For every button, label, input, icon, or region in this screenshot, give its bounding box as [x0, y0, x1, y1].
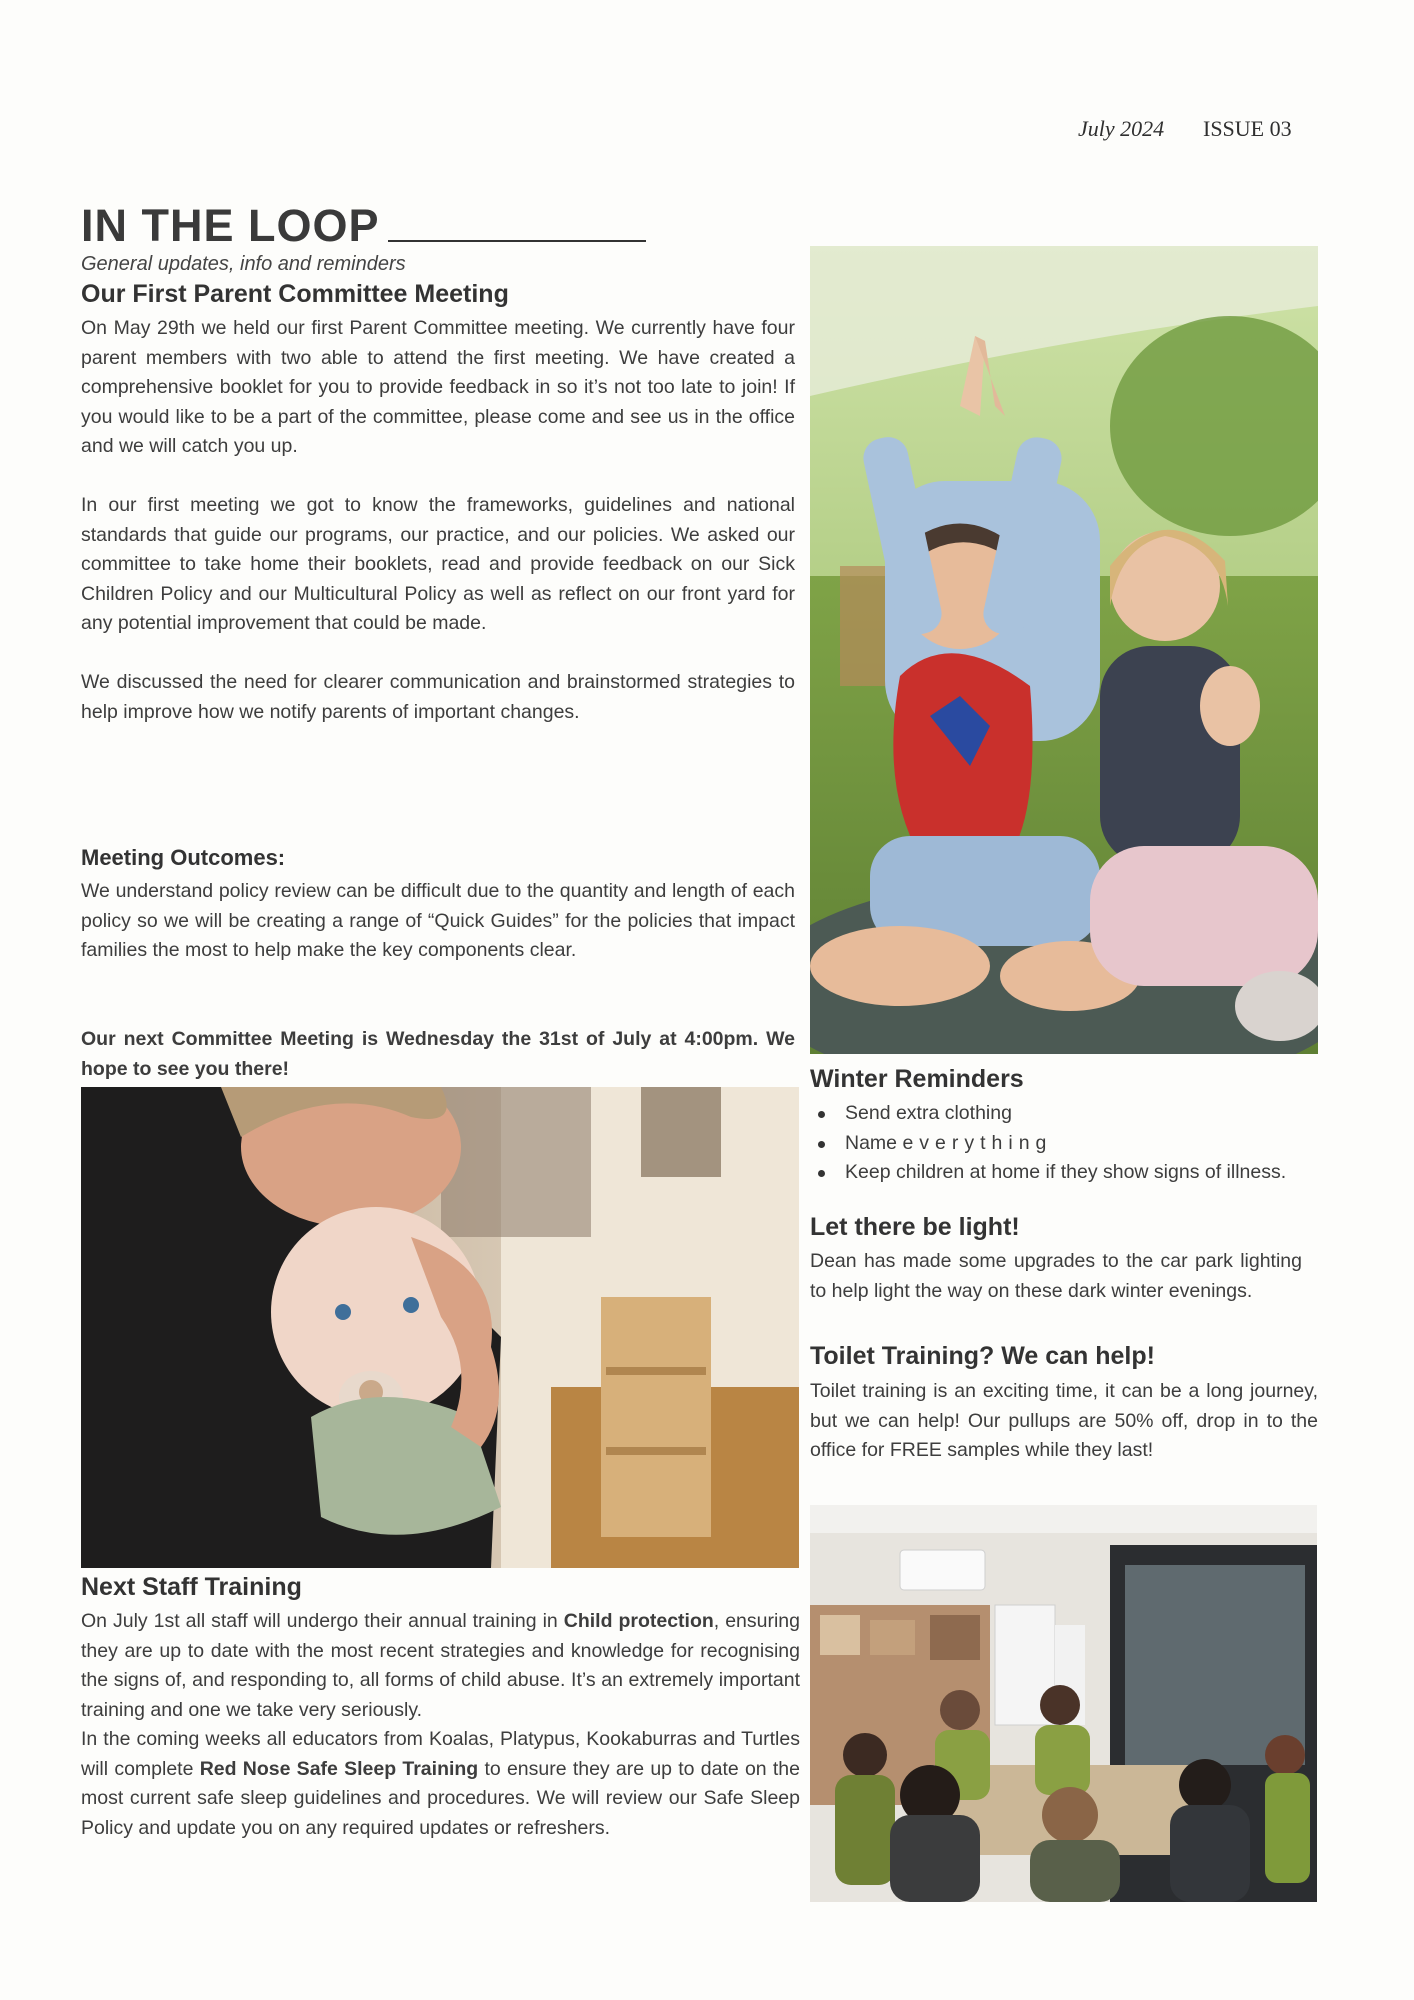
children-yoga-photo — [810, 246, 1318, 1054]
issue-number: ISSUE 03 — [1203, 116, 1292, 141]
list-item — [810, 1129, 1318, 1159]
staff-training-body — [81, 1607, 800, 1843]
everything-spaced: everything — [902, 1131, 1053, 1154]
staff-p2-text-b: to ensure they are up to date on the most current safe sleep guidelines and procedures. We will review our Safe Sleep Policy and update you on any required updates or refreshers. — [81, 1757, 800, 1839]
committee-paragraph-1: On May 29th we held our first Parent Committee meeting. We currently have four parent members with two able to attend the first meeting. We have created a comprehensive booklet for you to provide feedback in so it’s not too late to join! If you would like to be a part of the committee, please come and see us in the office and we will catch you up. — [81, 317, 795, 457]
staff-p2-text-a: In the coming weeks all educators from Koalas, Platypus, Kookaburras and Turtles will complete — [81, 1728, 800, 1780]
staff-training-heading: Next Staff Training — [81, 1573, 302, 1601]
staff-p1-text-a: On July 1st all staff will undergo their annual training in — [81, 1610, 564, 1632]
staff-training-paragraph-2 — [81, 1725, 800, 1843]
staff-training-photo — [810, 1505, 1317, 1902]
name-label: Name — [845, 1131, 903, 1154]
list-item: Keep children at home if they show signs of illness. — [810, 1158, 1318, 1188]
safe-sleep-emphasis: Red Nose Safe Sleep Training — [199, 1757, 479, 1780]
lighting-body: Dean has made some upgrades to the car park lighting to help light the way on these dark winter evenings. — [810, 1250, 1302, 1302]
winter-reminders-list — [810, 1099, 1318, 1188]
staff-p1-text-b: , ensuring they are up to date with the most recent strategies and knowledge for recognising the signs of, and responding to, all forms of child abuse. It’s an extremely important training and one we take very seriously. — [81, 1610, 800, 1721]
masthead-underline — [388, 240, 646, 242]
committee-heading: Our First Parent Committee Meeting — [81, 280, 509, 308]
next-meeting-notice: Our next Committee Meeting is Wednesday the 31st of July at 4:00pm. We hope to see you there! — [81, 1028, 795, 1080]
masthead-tagline: General updates, info and reminders — [81, 253, 406, 275]
winter-reminders-heading: Winter Reminders — [810, 1065, 1024, 1093]
outcomes-heading: Meeting Outcomes: — [81, 845, 286, 870]
toilet-training-body: Toilet training is an exciting time, it can be a long journey, but we can help! Our pullups are 50% off, drop in to the office for FREE samples while they last! — [810, 1380, 1318, 1461]
list-item: Send extra clothing — [810, 1099, 1318, 1129]
masthead-title: IN THE LOOP — [81, 200, 380, 251]
committee-paragraph-3: We discussed the need for clearer communication and brainstormed strategies to help improve how we notify parents of important changes. — [81, 671, 795, 723]
child-protection-emphasis: Child protection — [563, 1610, 714, 1632]
educator-baby-photo — [81, 1087, 799, 1568]
staff-training-paragraph-1 — [81, 1607, 800, 1725]
committee-paragraph-2: In our first meeting we got to know the frameworks, guidelines and national standards that guide our programs, our practice, and our policies. We asked our committee to take home their booklets, read and provide feedback on our Sick Children Policy and our Multicultural Policy as well as reflect on our front yard for any potential improvement that could be made. — [81, 494, 795, 634]
issue-date: July 2024 — [1078, 116, 1165, 141]
outcomes-body: We understand policy review can be difficult due to the quantity and length of each policy so we will be creating a range of “Quick Guides” for the policies that impact families the most to help make the key components clear. — [81, 880, 795, 961]
lighting-heading: Let there be light! — [810, 1213, 1020, 1241]
toilet-training-heading: Toilet Training? We can help! — [810, 1342, 1155, 1370]
committee-body — [81, 314, 795, 757]
